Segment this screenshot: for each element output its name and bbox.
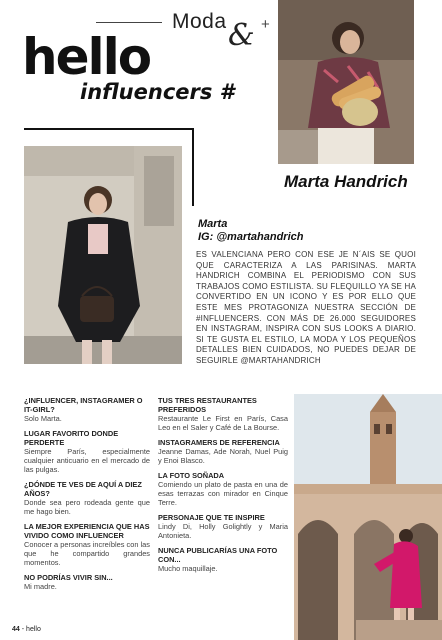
qa-answer: Comiendo un plato de pasta en una de esas terrazas con mirador en Cinque Terre. xyxy=(158,480,288,507)
qa-question: LA FOTO SOÑADA xyxy=(158,471,225,480)
qa-column-left xyxy=(24,396,150,597)
photo-frame-right xyxy=(192,128,194,206)
qa-question: NUNCA PUBLICARÍAS UNA FOTO CON... xyxy=(158,546,278,564)
header-rule xyxy=(96,22,162,23)
page-subtitle: influencers # xyxy=(80,80,235,104)
qa-answer: Mi madre. xyxy=(24,582,57,591)
qa-column-right xyxy=(158,396,288,579)
qa-answer: Lindy Di, Holly Golightly y Maria Antonieta. xyxy=(158,522,288,540)
plus-glyph: + xyxy=(261,16,270,33)
section-name: Moda xyxy=(172,10,227,33)
page-title: hello xyxy=(22,28,151,86)
qa-answer: Restaurante Le First en París, Casa Leo en el Saler y Café de La Bourse. xyxy=(158,414,288,432)
footer-separator: - xyxy=(21,626,25,633)
qa-answer: Mucho maquillaje. xyxy=(158,564,218,573)
profile-name: Marta xyxy=(198,218,228,230)
photo-marta-bread xyxy=(278,0,414,164)
qa-question: ¿DÓNDE TE VES DE AQUÍ A DIEZ AÑOS? xyxy=(24,480,142,498)
qa-answer: Donde sea pero rodeada gente que me hago bien. xyxy=(24,498,150,516)
instagram-handle: IG: @martahandrich xyxy=(198,231,304,243)
qa-question: INSTAGRAMERS DE REFERENCIA xyxy=(158,438,280,447)
qa-question: NO PODRÍAS VIVIR SIN... xyxy=(24,573,113,582)
article-bio: ES VALENCIANA PERO CON ESE JE N´AIS SE QUOI QUE CARACTERIZA A LAS PARISINAS. MARTA HANDRICH COMBINA EL PERIODISMO CON SUS TRABAJOS COMO ESTILISTA. SU FLEQUILLO YA SE HA CONVERTIDO EN UN ICONO Y ES POR ELLO QUE ESTE MES PROTAGONIZA NUESTRA SECCIÓN DE #INFLUENCERS. CON MÁS DE 26.000 SEGUIDORES EN INSTAGRAM, INSPIRA CON SUS LOOKS A DIARIO. SI TE GUSTA EL ESTILO, LA MODA Y LOS PEQUEÑOS DETALLES BIEN CUIDADOS, NO PUEDES DEJAR DE SEGUIRLE @MARTAHANDRICH xyxy=(196,250,416,365)
qa-question: ¿INFLUENCER, INSTAGRAMER O IT-GIRL? xyxy=(24,396,143,414)
photo-frame-top xyxy=(24,128,192,130)
qa-question: TUS TRES RESTAURANTES PREFERIDOS xyxy=(158,396,257,414)
qa-answer: Siempre París, especialmente cualquier anticuario en el mercado de las pulgas. xyxy=(24,447,150,474)
photo-marta-pink-dress xyxy=(294,394,442,640)
qa-question: LUGAR FAVORITO DONDE PERDERTE xyxy=(24,429,119,447)
qa-answer: Jeanne Damas, Ade Norah, Nuel Puig y Enoi Blasco. xyxy=(158,447,288,465)
qa-question: PERSONAJE QUE TE INSPIRE xyxy=(158,513,265,522)
qa-question: LA MEJOR EXPERIENCIA QUE HAS VIVIDO COMO INFLUENCER xyxy=(24,522,150,540)
article-heading: Marta Handrich xyxy=(284,172,408,191)
qa-answer: Solo Marta. xyxy=(24,414,62,423)
profile-block xyxy=(198,218,303,244)
page-number: 44 xyxy=(12,626,20,633)
footer-label: hello xyxy=(26,626,41,633)
qa-answer: Conocer a personas increíbles con las que he compartido grandes momentos. xyxy=(24,540,150,567)
photo-marta-blazer xyxy=(24,146,182,364)
ampersand-logo: & xyxy=(228,18,255,53)
page-footer xyxy=(12,626,41,633)
